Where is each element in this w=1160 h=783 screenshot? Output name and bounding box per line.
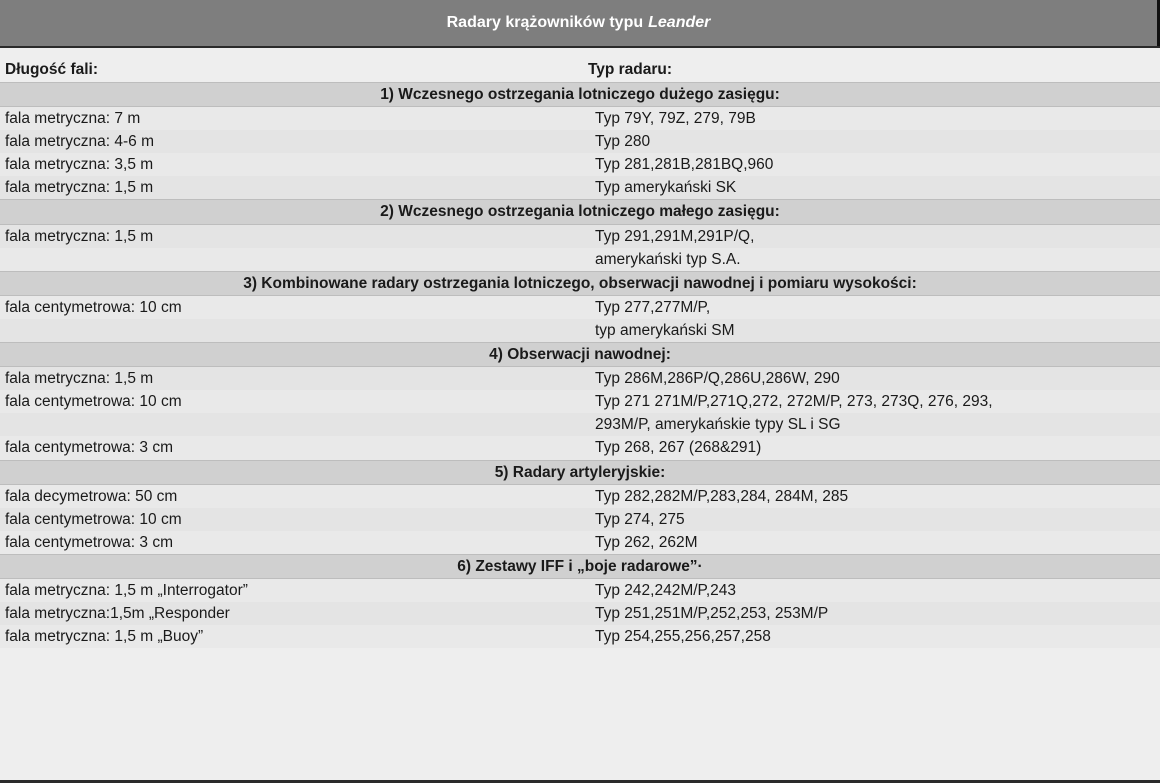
table-row: [0, 508, 1160, 531]
table-row: [0, 319, 1160, 342]
table-title-text: Radary krążowników typu: [446, 14, 644, 31]
title-divider: [0, 46, 1160, 48]
table-row: [0, 436, 1160, 459]
table-title-italic: Leander: [648, 14, 711, 31]
wavelength-cell: fala centymetrowa: 10 cm: [5, 393, 182, 411]
table-row: [0, 107, 1160, 130]
radar-type-cell: Typ 274, 275: [595, 510, 685, 528]
wavelength-cell: fala metryczna: 1,5 m: [5, 227, 154, 245]
radar-type-cell: Typ 286M,286P/Q,286U,286W, 290: [595, 370, 840, 388]
radar-table: [0, 57, 1160, 648]
radar-type-cell: 293M/P, amerykańskie typy SL i SG: [595, 416, 841, 434]
radar-type-cell: amerykański typ S.A.: [595, 250, 741, 268]
table-row: [0, 390, 1160, 413]
table-row: [0, 413, 1160, 436]
wavelength-cell: fala metryczna:1,5m „Responder: [5, 605, 230, 623]
section-heading: 5) Radary artyleryjskie:: [0, 460, 1160, 485]
radar-type-cell: Typ 280: [595, 133, 651, 151]
radar-type-cell: Typ 271 271M/P,271Q,272, 272M/P, 273, 273Q, 276, 293,: [595, 393, 993, 411]
radar-type-cell: Typ 291,291M,291P/Q,: [595, 227, 755, 245]
wavelength-cell: fala metryczna: 1,5 m: [5, 370, 154, 388]
section-heading: 2) Wczesnego ostrzegania lotniczego małego zasięgu:: [0, 199, 1160, 224]
radar-type-cell: Typ 79Y, 79Z, 279, 79B: [595, 110, 756, 128]
section-heading: 3) Kombinowane radary ostrzegania lotniczego, obserwacji nawodnej i pomiaru wysokości:: [0, 271, 1160, 296]
radar-type-cell: Typ 277,277M/P,: [595, 298, 711, 316]
radar-type-cell: Typ 254,255,256,257,258: [595, 628, 771, 646]
radar-type-cell: Typ 242,242M/P,243: [595, 581, 737, 599]
wavelength-cell: fala centymetrowa: 10 cm: [5, 510, 182, 528]
wavelength-cell: fala metryczna: 1,5 m: [5, 179, 154, 197]
table-row: [0, 176, 1160, 199]
radar-type-cell: Typ 262, 262M: [595, 533, 698, 551]
section-heading: 4) Obserwacji nawodnej:: [0, 342, 1160, 367]
table-row: [0, 485, 1160, 508]
wavelength-cell: fala metryczna: 7 m: [5, 110, 141, 128]
table-title: [0, 0, 1160, 46]
radar-type-cell: Typ 282,282M/P,283,284, 284M, 285: [595, 487, 849, 505]
radar-type-cell: typ amerykański SM: [595, 321, 735, 339]
table-row: [0, 130, 1160, 153]
header-wavelength: Długość fali:: [5, 61, 99, 78]
table-row: [0, 625, 1160, 648]
section-heading: 1) Wczesnego ostrzegania lotniczego dużego zasięgu:: [0, 82, 1160, 107]
radar-type-cell: Typ amerykański SK: [595, 179, 737, 197]
radar-type-cell: Typ 251,251M/P,252,253, 253M/P: [595, 605, 829, 623]
wavelength-cell: fala metryczna: 3,5 m: [5, 156, 154, 174]
wavelength-cell: fala centymetrowa: 3 cm: [5, 439, 173, 457]
table-row: [0, 531, 1160, 554]
table-row: [0, 367, 1160, 390]
wavelength-cell: fala centymetrowa: 3 cm: [5, 533, 173, 551]
wavelength-cell: fala metryczna: 1,5 m „Interrogator”: [5, 581, 248, 599]
table-row: [0, 602, 1160, 625]
radar-type-cell: Typ 281,281B,281BQ,960: [595, 156, 774, 174]
table-row: [0, 579, 1160, 602]
wavelength-cell: fala metryczna: 4-6 m: [5, 133, 155, 151]
table-header-row: [0, 57, 1160, 82]
table-row: [0, 153, 1160, 176]
section-heading: 6) Zestawy IFF i „boje radarowe”·: [0, 554, 1160, 579]
header-radar-type: Typ radaru:: [587, 61, 673, 78]
wavelength-cell: fala decymetrowa: 50 cm: [5, 487, 178, 505]
wavelength-cell: fala centymetrowa: 10 cm: [5, 298, 182, 316]
table-row: [0, 296, 1160, 319]
table-row: [0, 248, 1160, 271]
radar-type-cell: Typ 268, 267 (268&291): [595, 439, 762, 457]
wavelength-cell: fala metryczna: 1,5 m „Buoy”: [5, 628, 204, 646]
table-row: [0, 225, 1160, 248]
